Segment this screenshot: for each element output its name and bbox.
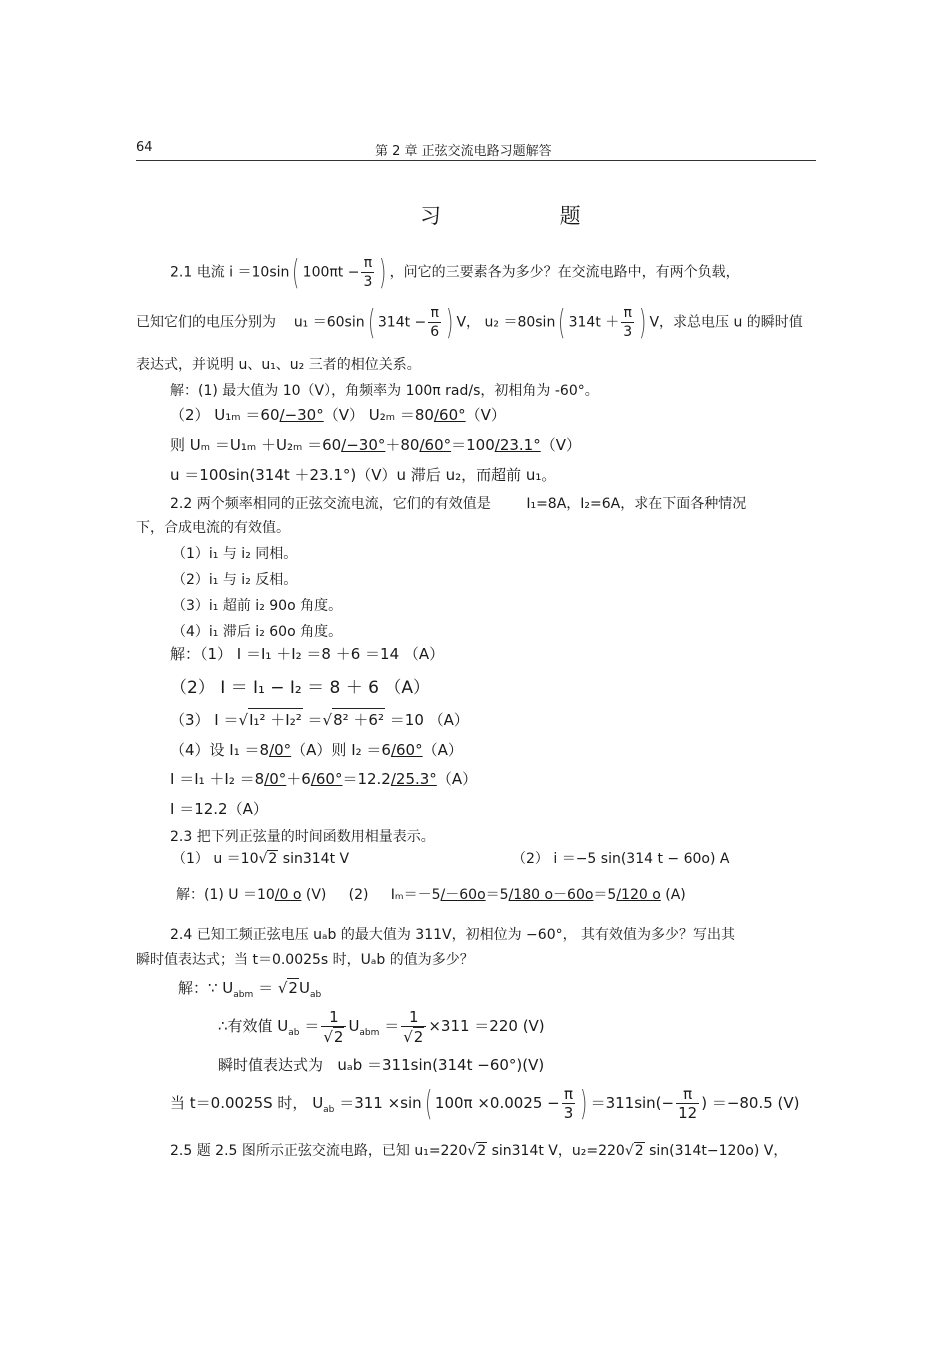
solution-2-4-step4: 当 t＝0.0025S 时， $U_{ab} =311 \times\sin$( 100π ×0.0025 − $\frac{\pi}{3}$ ) ＝311sin(− $\frac{\pi}{12}$ ) ＝−80.5 (V) [170, 1083, 800, 1124]
problem-2-4-line1: 2.4 已知工频正弦电压 uₐb 的最大值为 311V，初相位为 −60°， 其有效值为多少？写出其 [170, 927, 736, 943]
problem-2-3-line1: 2.3 把下列正弦量的时间函数用相量表示。 [170, 829, 435, 845]
solution-2-2-step1: 解：（1） I ＝I₁ ＋I₂ ＝8 ＋6 ＝14 （A） [170, 645, 445, 663]
page-title: 习 题 [420, 204, 637, 228]
solution-2-1-step3: 则 Uₘ ＝U₁ₘ ＋U₂ₘ ＝60/−30°＋80/60°＝100/23.1°（V） [170, 436, 581, 454]
solution-2-2-step2: （2） I ＝ I₁ − I₂ ＝ 8 ＋ 6 （A） [170, 678, 431, 698]
case-2-2-1: （1）i₁ 与 i₂ 同相。 [172, 546, 298, 562]
problem-2-1-line2: 已知它们的电压分别为 u₁ ＝60sin( 314t − $\frac{\pi}{6}$ ) V， u₂ ＝80sin( 314t ＋ $\frac{\pi}{3}$ ) V，求总电压 u 的瞬时值 [136, 302, 803, 343]
solution-2-2-step5: I ＝I₁ ＋I₂ ＝8/0°＋6/60°＝12.2/25.3°（A） [170, 770, 478, 788]
case-2-2-3: （3）i₁ 超前 i₂ 90o 角度。 [172, 598, 343, 614]
problem-2-5-line1: 2.5 题 2.5 图所示正弦交流电路，已知 u₁=220√2 sin314t V，u₂=220√2 sin(314t−120o) V， [170, 1143, 788, 1159]
solution-2-1-step2: （2） U₁ₘ ＝60/−30°（V） U₂ₘ ＝80/60°（V） [170, 406, 506, 424]
solution-2-4-step1: 解：∵ $U_{abm} = √2U_{ab}$ [178, 979, 322, 1000]
solution-2-4-step2: ∴有效值 $U_{ab}$ ＝ $\frac{1}{√2}$ $U_{abm}$ ＝ $\frac{1}{√2}$ ×311 ＝220 (V) [218, 1007, 545, 1046]
solution-2-3: 解：(1) U ＝10/0 o (V) (2) Iₘ＝－5/－60o＝5/180 o－60o＝5/120 o (A) [176, 887, 686, 903]
case-2-2-4: （4）i₁ 滞后 i₂ 60o 角度。 [172, 624, 343, 640]
problem-2-1-line1: 2.1 电流 i ＝10sin( 100πt − $\frac{\pi}{3}$ ) ，问它的三要素各为多少？在交流电路中，有两个负载， [170, 252, 740, 293]
problem-2-3-case2: （2） i ＝−5 sin(314 t − 60o) A [512, 851, 730, 867]
solution-2-1-step1: 解：(1) 最大值为 10（V），角频率为 100π rad/s，初相角为 -60°。 [170, 383, 599, 399]
problem-2-2-line2: 下，合成电流的有效值。 [136, 520, 290, 536]
problem-2-2-line1: 2.2 两个频率相同的正弦交流电流，它们的有效值是 I₁=8A，I₂=6A，求在下面各种情况 [170, 496, 747, 512]
chapter-title: 第 2 章 正弦交流电路习题解答 [375, 144, 552, 159]
problem-2-4-line2: 瞬时值表达式；当 t＝0.0025s 时，Uₐb 的值为多少？ [136, 952, 474, 968]
solution-2-2-step3: （3） I ＝√I₁² ＋I₂² ＝√8² ＋6² ＝10 （A） [170, 708, 469, 730]
solution-2-4-step3: 瞬时值表达式为 uₐb ＝311sin(314t −60°)(V) [218, 1056, 545, 1074]
page-number: 64 [136, 140, 153, 155]
solution-2-1-step4: u ＝100sin(314t ＋23.1°)（V）u 滞后 u₂，而超前 u₁。 [170, 466, 557, 484]
case-2-2-2: （2）i₁ 与 i₂ 反相。 [172, 572, 298, 588]
problem-2-1-line3: 表达式，并说明 u、u₁、u₂ 三者的相位关系。 [136, 357, 421, 373]
problem-2-3-case1: （1） u ＝10√2 sin314t V [172, 851, 350, 867]
solution-2-2-step6: I ＝12.2（A） [170, 800, 268, 818]
solution-2-2-step4: （4）设 I₁ ＝8/0°（A）则 I₂ ＝6/60°（A） [170, 741, 463, 759]
header-rule [136, 160, 816, 161]
